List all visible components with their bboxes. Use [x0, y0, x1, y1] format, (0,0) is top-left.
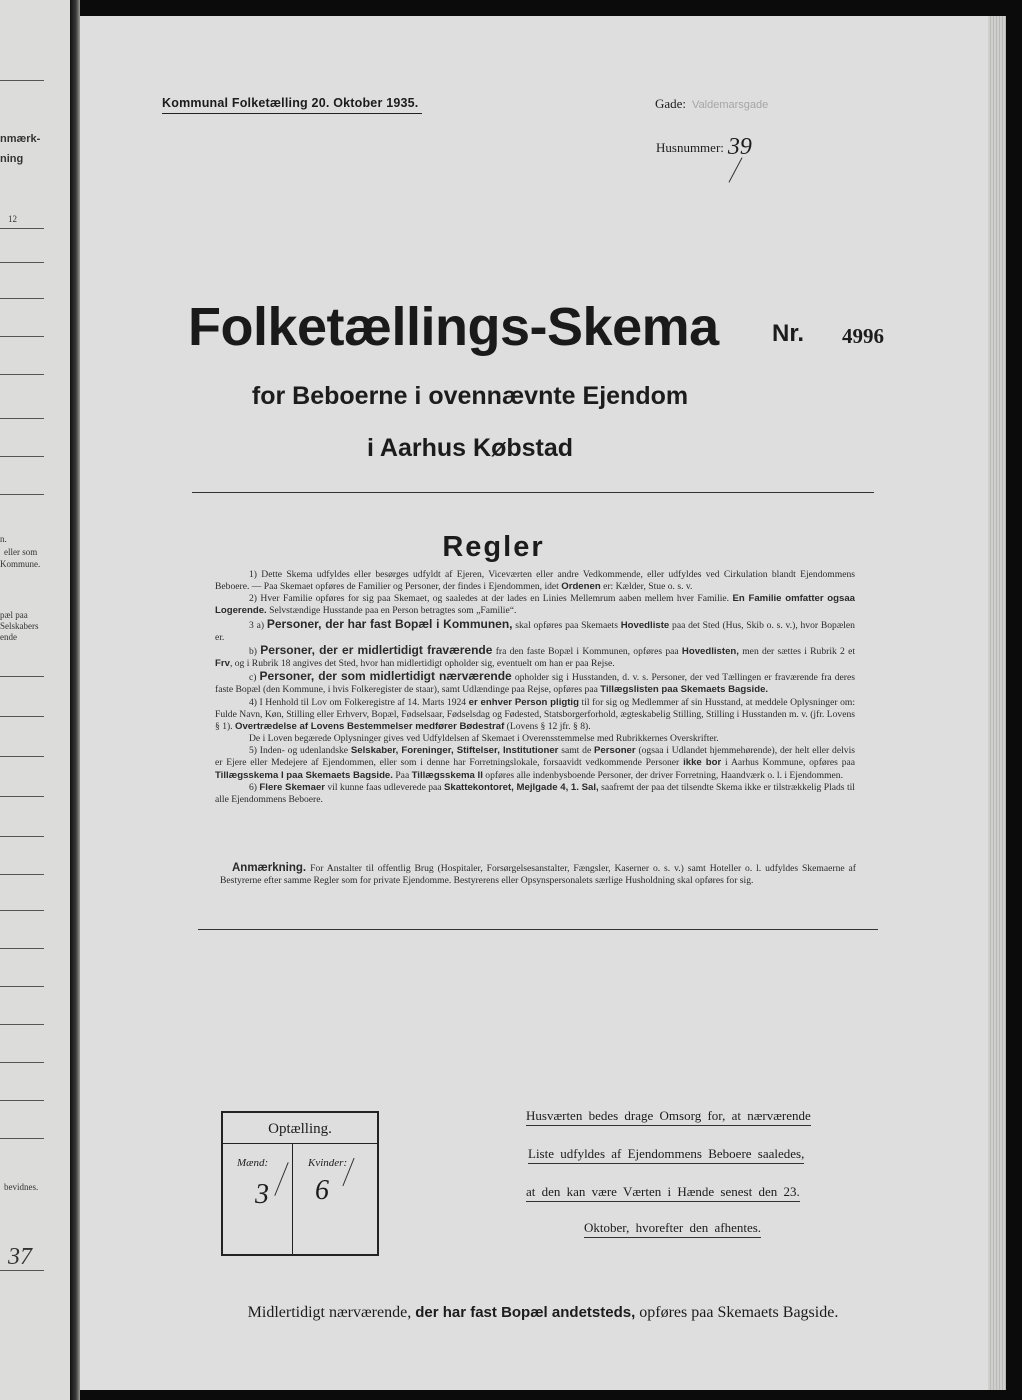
- ruled-line: [0, 1024, 44, 1025]
- ruled-line: [0, 418, 44, 419]
- house-number-label: Husnummer:: [656, 140, 724, 155]
- margin-note: pæl paa: [0, 610, 28, 620]
- rule-6: 6) Flere Skemaer vil kunne faas udleverede paa Skattekontoret, Mejlgade 4, 1. Sal, saafremt der paa det tilsendte Skema ikke er tilstrækkelig Plads til alle Ejendommens Beboere.: [215, 781, 855, 805]
- ruled-line: [0, 948, 44, 949]
- ruled-line: [0, 374, 44, 375]
- rule-4: 4) I Henhold til Lov om Folkeregistre af 14. Marts 1924 er enhver Person pligtig til for sig og Medlemmer af sin Husstand, at meddele Oplysninger om: Fulde Navn, Køn, Stilling eller Erhverv, Bopæl, Fødselsaar, Fødselsdag og Fødested, Statsborgerforhold, ægteskabelig Stilling, Stilling i Husstanden m. v. (jfr. Lovens § 1). Overtrædelse af Lovens Bestemmelser medfører Bødestraf (Lovens § 12 jfr. § 8).: [215, 696, 856, 732]
- handwritten-stroke: [728, 157, 742, 182]
- column-number: 12: [8, 214, 17, 224]
- ruled-line: [0, 986, 44, 987]
- men-count: 3: [255, 1179, 269, 1210]
- rules-text: [215, 569, 855, 806]
- margin-note: eller som: [4, 547, 38, 557]
- ruled-line: [0, 756, 44, 757]
- page-total: 37: [8, 1244, 32, 1270]
- remark-label: Anmærkning.: [232, 862, 307, 874]
- margin-note: Selskabers: [0, 621, 39, 631]
- rule-2: 2) Hver Familie opføres for sig paa Skemaet, og saaledes at der lades en Linies Mellemrum aaben mellem hver Familie. En Familie omfatter ogsaa Logerende. Selvstændige Husstande paa en Person betragtes som „Familie“.: [215, 593, 856, 617]
- ruled-line: [0, 716, 44, 717]
- book-gutter: [70, 0, 80, 1400]
- census-form-page: [80, 16, 1006, 1390]
- count-title: Optælling.: [223, 1113, 377, 1144]
- rule-1: 1) Dette Skema udfyldes eller besørges udfyldt af Ejeren, Viceværten eller andre Vedkommende, eller udfyldes ved Cirkulation blandt Ejendommens Beboere. — Paa Skemaet opføres de Familier og Personer, der findes i Ejendommen, idet Ordenen er: Kælder, Stue o. s. v.: [215, 569, 855, 593]
- ruled-line: [0, 836, 44, 837]
- form-number-value: 4996: [842, 324, 884, 348]
- women-count: 6: [315, 1175, 329, 1206]
- column-header: ning: [0, 153, 24, 165]
- street-field: [655, 96, 768, 112]
- count-box: [221, 1111, 379, 1256]
- form-title: Folketællings-Skema: [188, 297, 719, 357]
- house-number-field: [656, 132, 752, 159]
- ruled-line: [0, 1062, 44, 1063]
- margin-note: ende: [0, 632, 17, 642]
- ruled-line: [0, 80, 44, 81]
- ruled-line: [0, 494, 44, 495]
- form-number-label: Nr.: [772, 320, 805, 347]
- census-header: [162, 96, 418, 110]
- form-subtitle: for Beboerne i ovennævnte Ejendom: [251, 382, 689, 410]
- ruled-line: [0, 874, 44, 875]
- divider: [198, 929, 878, 930]
- landlord-line: at den kan være Værten i Hænde senest den 23.: [526, 1184, 800, 1202]
- ruled-line: [0, 1100, 44, 1101]
- rule-4-cont: De i Loven begærede Oplysninger gives ved Udfyldelsen af Skemaet i Overensstemmelse med Rubrikkernes Overskrifter.: [249, 733, 719, 745]
- previous-page-strip: [0, 0, 76, 1400]
- count-divider: [292, 1143, 293, 1254]
- column-header: nmærk-: [0, 133, 41, 145]
- ruled-line: [0, 910, 44, 911]
- ruled-line: [0, 456, 44, 457]
- page-edges: [988, 16, 1006, 1390]
- underline: [162, 113, 422, 114]
- ruled-line: [0, 228, 44, 229]
- ruled-line: [0, 1270, 44, 1271]
- men-label: Mænd:: [237, 1157, 269, 1169]
- footer-note: Midlertidigt nærværende, der har fast Bopæl andetsteds, opføres paa Skemaets Bagside.: [247, 1304, 839, 1321]
- rule-5: 5) Inden- og udenlandske Selskaber, Foreninger, Stiftelser, Institutioner samt de Personer (ogsaa i Udlandet hjemmehørende), der helt eller delvis er Ejere eller Medejere af Ejendommen, eller som i denne har Forretningslokale, forsaavidt vedkommende Personer ikke bor i Aarhus Kommune, opføres paa Tillægsskema I paa Skemaets Bagside. Paa Tillægsskema II opføres alle indenbysboende Personer, der driver Forretning, Haandværk o. l. i Ejendommen.: [215, 745, 856, 781]
- margin-note: bevidnes.: [4, 1182, 39, 1192]
- margin-note: n.: [0, 534, 7, 544]
- remark: [220, 862, 856, 887]
- ruled-line: [0, 796, 44, 797]
- checkmark: [274, 1162, 288, 1196]
- street-value: Valdemarsgade: [692, 99, 769, 111]
- ruled-line: [0, 1138, 44, 1139]
- remark-text: For Anstalter til offentlig Brug (Hospitaler, Forsørgelsesanstalter, Fængsler, Kaserner o. s. v.) samt Hoteller o. l. udfyldes Skemaerne af Bestyrerne efter samme Regler som for private Ejendomme. Bestyrerens eller Opsynspersonalets særlige Husholdning skal opføres for sig.: [220, 863, 856, 887]
- ruled-line: [0, 676, 44, 677]
- rule-3b: b) Personer, der er midlertidigt fraværende fra den faste Bopæl i Kommunen, opføres paa Hovedlisten, men der sættes i Rubrik 2 et Frv, og i Rubrik 18 angives det Sted, hvor han midlertidigt opholder sig, eventuelt om han er paa Rejse.: [215, 642, 856, 670]
- form-subtitle-city: i Aarhus Købstad: [366, 434, 574, 462]
- rule-3a: 3 a) Personer, der har fast Bopæl i Kommunen, skal opføres paa Skemaets Hovedliste paa det Sted (Hus, Skib o. s. v.), hvor Bopælen er.: [215, 616, 855, 643]
- landlord-line: Oktober, hvorefter den afhentes.: [584, 1220, 761, 1238]
- rule-3c: c) Personer, der som midlertidigt nærværende opholder sig i Husstanden, d. v. s. Personer, der ved Tællingen er fraværende fra deres faste Bopæl (den Kommune, i hvis Folkeregister de staar), samt Udlændinge paa Rejse, opføres paa Tillægslisten paa Skemaets Bagside.: [215, 669, 855, 696]
- rules-heading: Regler: [442, 531, 545, 563]
- women-label: Kvinder:: [308, 1157, 348, 1169]
- house-number-value: 39: [727, 134, 752, 160]
- divider: [192, 492, 874, 493]
- ruled-line: [0, 336, 44, 337]
- ruled-line: [0, 298, 44, 299]
- landlord-line: Liste udfyldes af Ejendommens Beboere saaledes,: [528, 1146, 804, 1164]
- landlord-line: Husværten bedes drage Omsorg for, at nærværende: [526, 1108, 811, 1126]
- margin-note: Kommune.: [0, 559, 41, 569]
- street-label: Gade:: [655, 96, 687, 111]
- ruled-line: [0, 262, 44, 263]
- census-label: Kommunal Folketælling 20. Oktober 1935.: [162, 96, 419, 110]
